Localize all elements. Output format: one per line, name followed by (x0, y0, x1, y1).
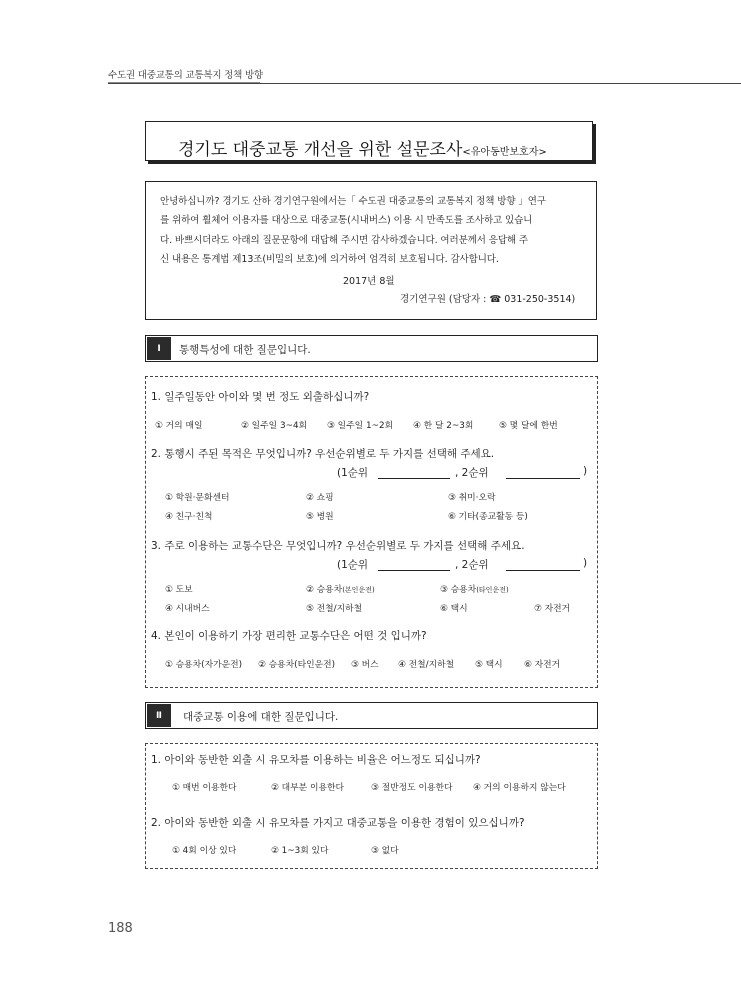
intro-date: 2017년 8월 (343, 276, 395, 287)
intro-line: 다. 바쁘시더라도 아래의 질문문항에 대답해 주시면 감사하겠습니다. 여러분께서 응답해 주 (160, 235, 528, 246)
option-label: ③ 승용차 (440, 585, 477, 595)
survey-title (178, 135, 547, 160)
rank-2-label: , 2순위 (455, 467, 489, 479)
option[interactable]: ⑥ 택시 (440, 604, 468, 614)
option[interactable]: ⑤ 몇 달에 한번 (499, 421, 558, 431)
rank-2-blank[interactable] (506, 478, 580, 479)
option[interactable]: ⑥ 자전거 (524, 660, 561, 670)
rank-close: ) (583, 465, 588, 477)
option[interactable]: ⑤ 전철/지하철 (306, 604, 363, 614)
running-header: 수도권 대중교통의 교통복지 정책 방향 (108, 70, 263, 81)
question-2-2: 2. 아이와 동반한 외출 시 유모차를 가지고 대중교통을 이용한 경험이 있으십니까? (151, 817, 525, 829)
section-1-number: Ⅰ (147, 337, 171, 360)
rank-2-blank[interactable] (506, 570, 580, 571)
option[interactable]: ③ 없다 (371, 846, 399, 856)
page-number: 188 (108, 921, 133, 936)
option[interactable]: ⑦ 자전거 (534, 604, 571, 614)
option[interactable]: ⑥ 기타(종교활동 등) (448, 512, 528, 522)
question-2-1: 1. 아이와 동반한 외출 시 유모차를 이용하는 비율은 어느정도 되십니까? (151, 754, 481, 766)
question-1-1: 1. 일주일동안 아이와 몇 번 정도 외출하십니까? (151, 391, 370, 403)
option[interactable] (306, 582, 375, 595)
option-note: (본인운전) (342, 586, 375, 594)
option[interactable]: ① 승용차(자가운전) (165, 660, 243, 670)
rank-close: ) (583, 557, 588, 569)
option[interactable]: ③ 버스 (351, 660, 379, 670)
question-1-2: 2. 통행시 주된 목적은 무엇입니까? 우선순위별로 두 가지를 선택해 주세요. (151, 448, 495, 460)
header-rule (108, 83, 741, 84)
option[interactable]: ① 도보 (165, 585, 193, 595)
section-2-number: Ⅱ (147, 704, 171, 727)
question-1-4: 4. 본인이 이용하기 가장 편리한 교통수단은 어떤 것 입니까? (151, 630, 427, 642)
intro-contact: 경기연구원 (담당자 : ☎ 031-250-3514) (400, 294, 576, 305)
intro-line: 신 내용은 통계법 제13조(비밀의 보호)에 의거하여 엄격히 보호됩니다. 감사합니다. (160, 254, 499, 265)
option[interactable]: ① 4회 이상 있다 (172, 846, 237, 856)
option[interactable]: ⑤ 병원 (306, 512, 334, 522)
option[interactable]: ① 매번 이용한다 (172, 783, 237, 793)
option[interactable]: ④ 시내버스 (165, 604, 210, 614)
option[interactable]: ② 1~3회 있다 (271, 846, 329, 856)
option[interactable]: ① 학원·문화센터 (165, 493, 230, 503)
option[interactable]: ② 대부분 이용한다 (271, 783, 344, 793)
option[interactable]: ② 일주일 3~4회 (241, 421, 308, 431)
rank-1-blank[interactable] (378, 570, 450, 571)
option[interactable]: ② 쇼핑 (306, 493, 334, 503)
section-1-title: 통행특성에 대한 질문입니다. (179, 344, 311, 356)
option[interactable]: ② 승용차(타인운전) (258, 660, 336, 670)
rank-1-blank[interactable] (378, 478, 450, 479)
rank-2-label: , 2순위 (455, 559, 489, 571)
rank-1-label: (1순위 (337, 467, 369, 479)
option-label: ② 승용차 (306, 585, 343, 595)
rank-1-label: (1순위 (337, 559, 369, 571)
question-1-3: 3. 주로 이용하는 교통수단은 무엇입니까? 우선순위별로 두 가지를 선택해 주세요. (151, 540, 525, 552)
survey-title-subtitle: <유아동반보호자> (462, 147, 547, 158)
option[interactable]: ④ 전철/지하철 (398, 660, 455, 670)
option[interactable]: ④ 한 달 2~3회 (413, 421, 474, 431)
intro-line: 안녕하십니까? 경기도 산하 경기연구원에서는「 수도권 대중교통의 교통복지 정책 방향 」연구 (160, 196, 546, 207)
intro-line: 를 위하여 휠체어 이용자를 대상으로 대중교통(시내버스) 이용 시 만족도를 조사하고 있습니 (160, 215, 533, 226)
survey-title-main: 경기도 대중교통 개선을 위한 설문조사 (178, 140, 463, 160)
option[interactable] (440, 582, 509, 595)
option[interactable]: ③ 취미·오락 (448, 493, 496, 503)
option[interactable]: ① 거의 매일 (155, 421, 203, 431)
option[interactable]: ④ 거의 이용하지 않는다 (473, 783, 566, 793)
option[interactable]: ③ 절반정도 이용한다 (371, 783, 453, 793)
option[interactable]: ④ 친구·친척 (165, 512, 213, 522)
option-note: (타인운전) (476, 586, 509, 594)
option[interactable]: ⑤ 택시 (475, 660, 503, 670)
option[interactable]: ③ 일주일 1~2회 (327, 421, 394, 431)
section-2-title: 대중교통 이용에 대한 질문입니다. (183, 711, 339, 723)
